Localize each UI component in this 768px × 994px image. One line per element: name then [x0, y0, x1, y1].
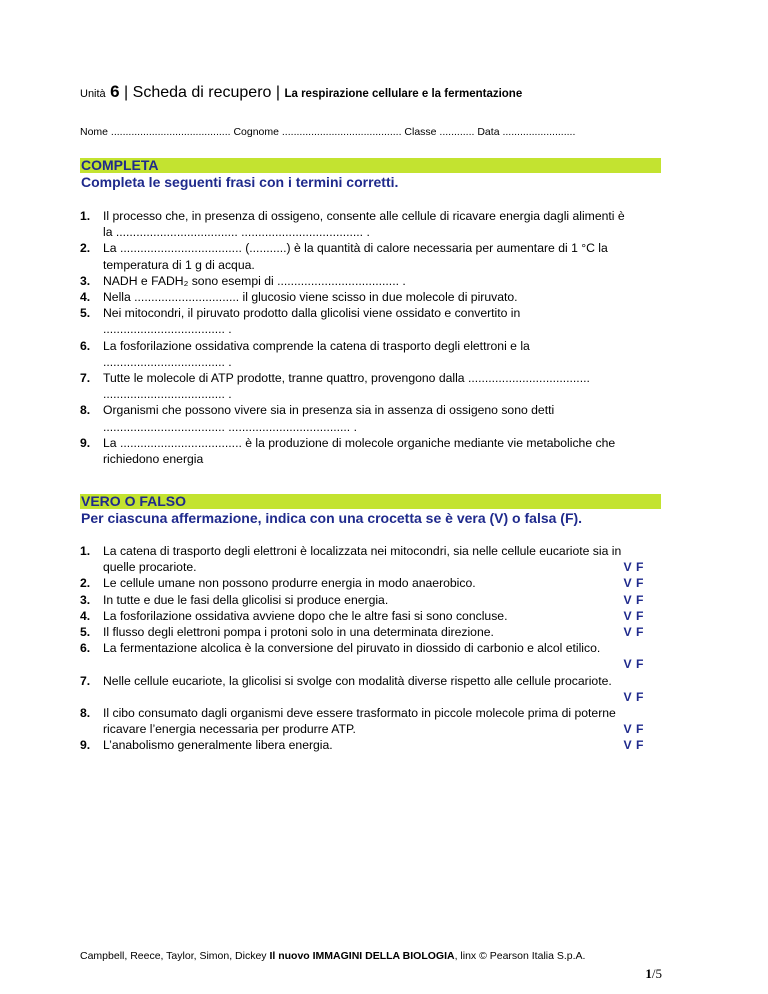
item-text: ricavare l’energia necessaria per produrre ATP. [103, 722, 356, 737]
item-number: 9. [80, 738, 91, 753]
vero-falso-item [80, 673, 660, 705]
item-text-line: .................................... . [103, 354, 232, 369]
item-number: 7. [80, 371, 91, 386]
item-text-line [103, 575, 660, 591]
item-number: 5. [80, 306, 91, 321]
item-number: 7. [80, 673, 91, 688]
item-text: L’anabolismo generalmente libera energia. [103, 738, 333, 753]
item-text-line: Il processo che, in presenza di ossigeno, consente alle cellule di ricavare energia dagli alimenti è [103, 209, 625, 223]
item-number: 8. [80, 403, 91, 418]
section-instructions-vero-falso: Per ciascuna affermazione, indica con una crocetta se è vera (V) o falsa (F). [81, 510, 583, 526]
vero-falso-item [80, 624, 660, 640]
item-text-line: La .................................... (...........) è la quantità di calore necessaria per aumentare di 1 °C la [103, 241, 608, 256]
true-false-choice[interactable]: V F [623, 576, 644, 591]
item-text-line [103, 592, 660, 608]
item-text-line [103, 624, 660, 640]
true-false-choice[interactable]: V F [623, 592, 644, 607]
item-number: 8. [80, 706, 91, 721]
completa-list [80, 208, 660, 467]
item-text-line: La .................................... è la produzione di molecole organiche mediante vie metaboliche che [103, 435, 616, 450]
item-text: Le cellule umane non possono produrre energia in modo anaerobico. [103, 576, 476, 591]
completa-item [80, 289, 660, 305]
true-false-choice[interactable]: V F [623, 689, 644, 704]
item-text-line: Organismi che possono vivere sia in presenza sia in assenza di ossigeno sono detti [103, 403, 555, 418]
section-instructions-completa: Completa le seguenti frasi con i termini corretti. [81, 174, 399, 190]
student-info-line: Nome ......................................... Cognome ......................................... Classe ............ Data ......................... [80, 126, 576, 138]
item-number: 3. [80, 592, 91, 607]
true-false-choice[interactable]: V F [623, 657, 644, 672]
sheet-type: Scheda di recupero [132, 84, 272, 101]
item-text: In tutte e due le fasi della glicolisi si produce energia. [103, 592, 389, 607]
vero-falso-item [80, 543, 660, 575]
completa-item [80, 338, 660, 370]
header-separator: | [271, 84, 285, 101]
unit-topic: La respirazione cellulare e la fermentazione [284, 88, 523, 100]
completa-item [80, 435, 660, 467]
page-current: 1 [645, 966, 652, 981]
vero-falso-item [80, 575, 660, 591]
item-text-line: la .................................... .................................... . [103, 225, 370, 240]
item-text-line: Nei mitocondri, il piruvato prodotto dalla glicolisi viene ossidato e convertito in [103, 306, 521, 321]
true-false-choice[interactable]: V F [623, 560, 644, 575]
page-number [645, 966, 662, 982]
footer-authors: Campbell, Reece, Taylor, Simon, Dickey [80, 950, 270, 962]
vero-falso-item [80, 737, 660, 753]
true-false-choice[interactable]: V F [623, 738, 644, 753]
unit-label: Unità [80, 88, 106, 100]
item-text-line: .................................... . [103, 387, 232, 402]
section-title-completa: COMPLETA [81, 157, 159, 173]
vero-falso-item [80, 640, 660, 672]
item-text-line: Nelle cellule eucariote, la glicolisi si svolge con modalità diverse rispetto alle cellule procariote. [103, 673, 612, 688]
completa-item [80, 240, 660, 272]
true-false-choice[interactable]: V F [623, 608, 644, 623]
item-number: 5. [80, 625, 91, 640]
item-text-line: La catena di trasporto degli elettroni è localizzata nei mitocondri, sia nelle cellule eucariote sia in [103, 544, 622, 558]
true-false-choice[interactable]: V F [623, 625, 644, 640]
page-total: 5 [655, 966, 662, 981]
item-text-line [103, 559, 660, 575]
item-text-line: Nella ............................... il glucosio viene scisso in due molecole di piruvato. [103, 290, 518, 305]
section-title-vero-falso: VERO O FALSO [81, 493, 187, 509]
vero-falso-item [80, 592, 660, 608]
item-text-line: temperatura di 1 g di acqua. [103, 257, 255, 272]
item-text: La fosforilazione ossidativa avviene dopo che le altre fasi si sono concluse. [103, 608, 508, 623]
footer-book-title: Il nuovo IMMAGINI DELLA BIOLOGIA [269, 950, 455, 962]
item-text-line [103, 737, 660, 753]
completa-item [80, 305, 660, 337]
page-separator: / [651, 966, 656, 981]
vero-falso-item [80, 705, 660, 737]
item-number: 1. [80, 209, 91, 223]
item-text: Il flusso degli elettroni pompa i protoni solo in una determinata direzione. [103, 625, 494, 640]
header-separator: | [119, 84, 133, 101]
section-bar-completa [80, 158, 661, 173]
item-text-line: Il cibo consumato dagli organismi deve essere trasformato in piccole molecole prima di poterne [103, 706, 616, 721]
footer-publisher: , linx © Pearson Italia S.p.A. [454, 950, 586, 962]
item-text: quelle procariote. [103, 560, 197, 575]
completa-item [80, 370, 660, 402]
completa-item [80, 273, 660, 289]
completa-item [80, 402, 660, 434]
item-number: 2. [80, 241, 91, 256]
footer-credits [80, 950, 585, 962]
item-text-line: .................................... .................................... . [103, 419, 357, 434]
item-number: 2. [80, 576, 91, 591]
item-number: 4. [80, 290, 91, 305]
item-number: 1. [80, 544, 91, 558]
true-false-choice[interactable]: V F [623, 722, 644, 737]
item-text-line: La fermentazione alcolica è la conversione del piruvato in diossido di carbonio e alcol etilico. [103, 641, 601, 656]
item-text-line [103, 721, 660, 737]
item-text-line: Tutte le molecole di ATP prodotte, tranne quattro, provengono dalla .................................... [103, 371, 590, 386]
item-number: 6. [80, 338, 91, 353]
unit-header [80, 82, 522, 102]
item-number: 9. [80, 435, 91, 450]
vero-falso-list [80, 543, 660, 754]
unit-number: 6 [110, 82, 120, 101]
item-text-line: .................................... . [103, 322, 232, 337]
item-text-line: NADH e FADH₂ sono esempi di .................................... . [103, 273, 406, 288]
item-text-line: richiedono energia [103, 452, 204, 467]
item-text-line [103, 608, 660, 624]
vero-falso-item [80, 608, 660, 624]
item-text-line: La fosforilazione ossidativa comprende la catena di trasporto degli elettroni e la [103, 338, 530, 353]
item-number: 3. [80, 273, 91, 288]
item-number: 6. [80, 641, 91, 656]
completa-item [80, 208, 660, 240]
item-number: 4. [80, 608, 91, 623]
